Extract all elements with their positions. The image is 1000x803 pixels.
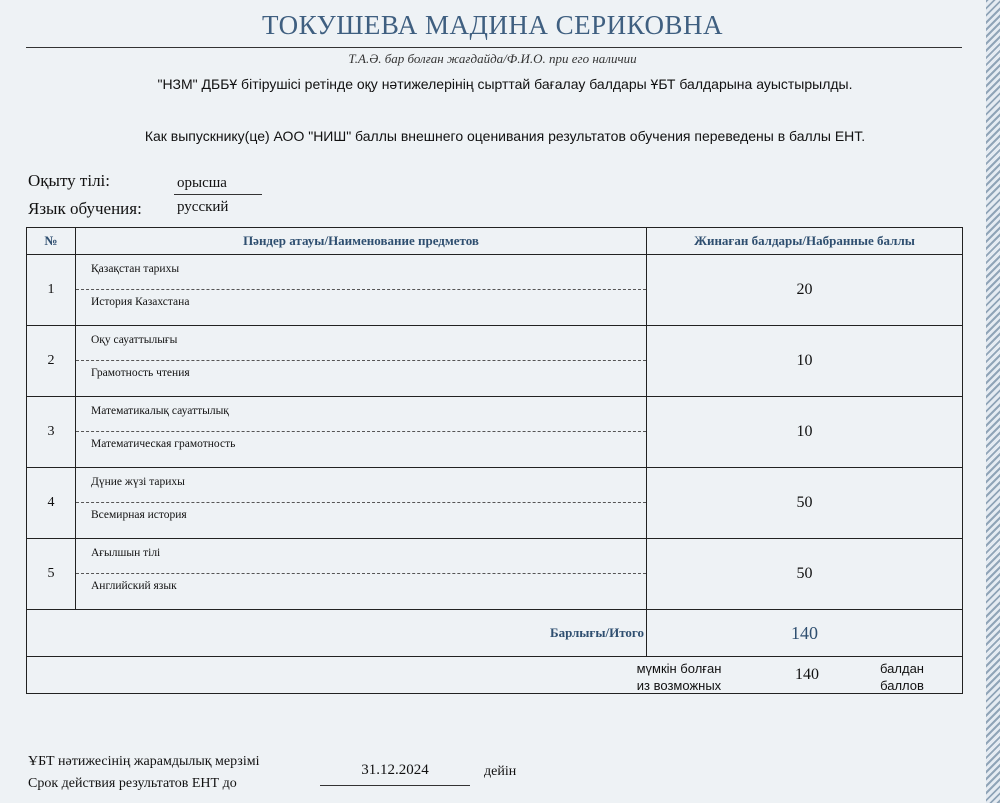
subject-name-kz: Қазақстан тарихы [76, 255, 646, 290]
language-label-ru: Язык обучения: [28, 199, 142, 218]
subject-name-ru: Всемирная история [91, 509, 187, 521]
validity-label-ru: Срок действия результатов ЕНТ до [28, 776, 237, 791]
row-subject [76, 326, 647, 397]
max-score-unit-kz: балдан [880, 661, 924, 676]
table-header-row [27, 228, 963, 255]
row-subject [76, 468, 647, 539]
max-score-cell [27, 657, 963, 694]
subject-name-kz: Ағылшын тілі [76, 539, 646, 574]
table-row [27, 326, 963, 397]
subject-name-ru: История Казахстана [91, 296, 190, 308]
row-score: 50 [647, 539, 963, 610]
total-value: 140 [647, 610, 963, 657]
max-score-value: 140 [795, 666, 819, 683]
max-score-label-ru: из возможных [636, 678, 722, 693]
decorative-border [986, 0, 1000, 803]
max-score-label [623, 660, 735, 694]
max-score-unit [867, 660, 937, 694]
row-num: 1 [27, 255, 76, 326]
subject-name-ru: Математическая грамотность [91, 438, 236, 450]
max-score-unit-ru: баллов [880, 678, 924, 693]
row-subject [76, 539, 647, 610]
statement-ru: Как выпускнику(це) АОО "НИШ" баллы внешнего оценивания результатов обучения переведены в баллы ЕНТ. [144, 128, 866, 144]
language-label-kz: Оқыту тілі: [28, 171, 110, 190]
validity-suffix: дейін [484, 764, 517, 779]
header-num: № [27, 228, 76, 255]
language-value-ru: русский [177, 199, 229, 215]
scores-table [26, 227, 963, 694]
total-row [27, 610, 963, 657]
table-row [27, 397, 963, 468]
subject-name-kz: Оқу сауаттылығы [76, 326, 646, 361]
language-underline [174, 194, 262, 195]
validity-date-underline [320, 785, 470, 786]
row-score: 10 [647, 326, 963, 397]
row-num: 5 [27, 539, 76, 610]
table-row [27, 255, 963, 326]
table-row [27, 539, 963, 610]
row-score: 10 [647, 397, 963, 468]
row-subject [76, 255, 647, 326]
max-score-row [27, 657, 963, 694]
name-note: Т.А.Ә. бар болған жағдайда/Ф.И.О. при его наличии [348, 51, 637, 66]
subject-name-ru: Английский язык [91, 580, 177, 592]
row-score: 50 [647, 468, 963, 539]
subject-name-kz: Дүние жүзі тарихы [76, 468, 646, 503]
header-subject: Пәндер атауы/Наименование предметов [76, 228, 647, 255]
full-name: ТОКУШЕВА МАДИНА СЕРИКОВНА [261, 10, 724, 40]
validity-date: 31.12.2024 [361, 762, 429, 778]
subject-name-kz: Математикалық сауаттылық [76, 397, 646, 432]
statement-kz: "НЗМ" ДББҰ бітірушісі ретінде оқу нәтижелерінің сырттай бағалау балдары ҰБТ балдарына ауыстырылды. [157, 76, 853, 92]
validity-label-kz: ҰБТ нәтижесінің жарамдылық мерзімі [28, 754, 260, 769]
header-score: Жинаған балдары/Набранные баллы [647, 228, 963, 255]
row-num: 2 [27, 326, 76, 397]
name-underline [26, 47, 962, 48]
row-subject [76, 397, 647, 468]
max-score-label-kz: мүмкін болған [636, 661, 722, 676]
row-num: 3 [27, 397, 76, 468]
row-score: 20 [647, 255, 963, 326]
table-row [27, 468, 963, 539]
subject-name-ru: Грамотность чтения [91, 367, 190, 379]
language-value-kz: орысша [177, 175, 227, 191]
row-num: 4 [27, 468, 76, 539]
total-label: Барлығы/Итого [27, 610, 647, 657]
